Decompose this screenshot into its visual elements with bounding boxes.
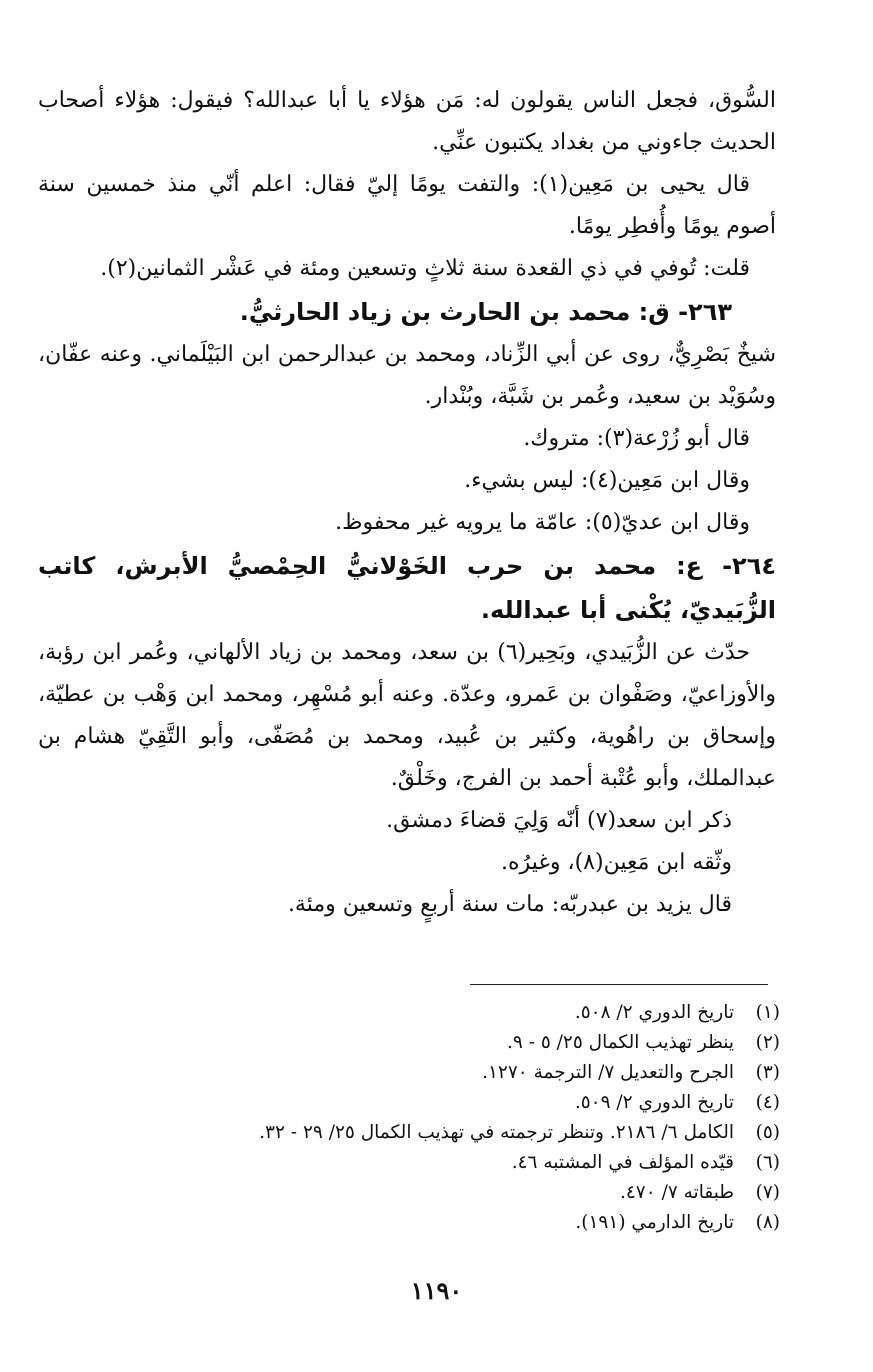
paragraph-1: السُّوق، فجعل الناس يقولون له: مَن هؤلاء يا أبا عبدالله؟ فيقول: هؤلاء أصحاب الحديث جاءوني من بغداد يكتبون عنِّي.	[38, 88, 776, 155]
footnote-8	[120, 1208, 780, 1238]
footnote-text: ينظر تهذيب الكمال ٢٥/ ٥ - ٩.	[506, 1032, 734, 1053]
footnote-number: (٥)	[755, 1122, 780, 1143]
paragraph-10: وثّقه ابن مَعِين(٨)، وغيرُه.	[501, 850, 732, 875]
footnote-number: (٣)	[755, 1062, 780, 1083]
footnote-2	[120, 1028, 780, 1058]
footnote-text: الجرح والتعديل ٧/ الترجمة ١٢٧٠.	[482, 1062, 734, 1083]
paragraph-11: قال يزيد بن عبدربّه: مات سنة أربعٍ وتسعين ومئة.	[287, 892, 732, 917]
paragraph-9: ذكر ابن سعد(٧) أنّه وَلِيَ قضاءَ دمشق.	[386, 808, 732, 833]
entry-heading-263: ٢٦٣- ق: محمد بن الحارث بن زياد الحارثيُّ.	[239, 298, 732, 326]
footnote-number: (٢)	[755, 1032, 780, 1053]
footnote-text: تاريخ الدارمي (١٩١).	[575, 1212, 734, 1233]
footnote-3	[120, 1058, 780, 1088]
paragraph-2: قال يحيى بن مَعِين(١): والتفت يومًا إليّ فقال: اعلم أنّي منذ خمسين سنة أصوم يومًا وأُفطِر يومًا.	[38, 172, 776, 239]
footnote-number: (١)	[755, 1002, 780, 1023]
page-number: ١١٩٠	[410, 1276, 463, 1305]
footnote-text: الكامل ٦/ ٢١٨٦. وتنظر ترجمته في تهذيب الكمال ٢٥/ ٢٩ - ٣٢.	[259, 1122, 734, 1143]
paragraph-8: حدّث عن الزُّبَيدي، وبَحِير(٦) بن سعد، ومحمد بن زياد الألهاني، وعُمر ابن رؤبة، والأوزاعيّ، وصَفْوان بن عَمرو، وعدّة. وعنه أبو مُسْهِر، ومحمد ابن وَهْب بن عطيّة، وإسحاق بن راهُوية، وكثير بن عُبيد، ومحمد بن مُصَفّى، وأبو التَّقِيّ هشام بن عبدالملك، وأبو عُتْبة أحمد بن الفرج، وخَلْقٌ.	[38, 640, 776, 791]
paragraph-5: قال أبو زُرْعة(٣): متروك.	[523, 426, 750, 451]
footnote-text: طبقاته ٧/ ٤٧٠.	[619, 1182, 734, 1203]
paragraph-4: شيخٌ بَصْرِيٌّ، روى عن أبي الزِّناد، ومحمد بن عبدالرحمن ابن البَيْلَماني. وعنه عفّان، وسُوَيْد بن سعيد، وعُمر بن شَبَّة، وبُنْدار.	[38, 342, 776, 409]
footnote-5	[120, 1118, 780, 1148]
footnotes-list	[120, 998, 780, 1238]
footnote-4	[120, 1088, 780, 1118]
footnote-divider	[470, 984, 768, 985]
footnote-number: (٨)	[755, 1212, 780, 1233]
main-text	[38, 80, 776, 926]
footnote-7	[120, 1178, 780, 1208]
footnote-6	[120, 1148, 780, 1178]
paragraph-7: وقال ابن عديّ(٥): عامّة ما يرويه غير محفوظ.	[335, 510, 750, 535]
paragraph-6: وقال ابن مَعِين(٤): ليس بشيء.	[464, 468, 750, 493]
footnote-text: قيّده المؤلف في المشتبه ٤٦.	[511, 1152, 734, 1173]
footnote-number: (٧)	[755, 1182, 780, 1203]
footnote-number: (٤)	[755, 1092, 780, 1113]
footnote-1	[120, 998, 780, 1028]
footnote-text: تاريخ الدوري ٢/ ٥٠٩.	[574, 1092, 734, 1113]
footnote-number: (٦)	[755, 1152, 780, 1173]
entry-heading-264: ٢٦٤- ع: محمد بن حرب الخَوْلانيُّ الحِمْصيُّ الأبرش، كاتب الزُّبَيديّ، يُكْنى أبا عبدالله.	[38, 552, 776, 624]
footnote-text: تاريخ الدوري ٢/ ٥٠٨.	[574, 1002, 734, 1023]
paragraph-3: قلت: تُوفي في ذي القعدة سنة ثلاثٍ وتسعين ومئة في عَشْر الثمانين(٢).	[100, 256, 750, 281]
